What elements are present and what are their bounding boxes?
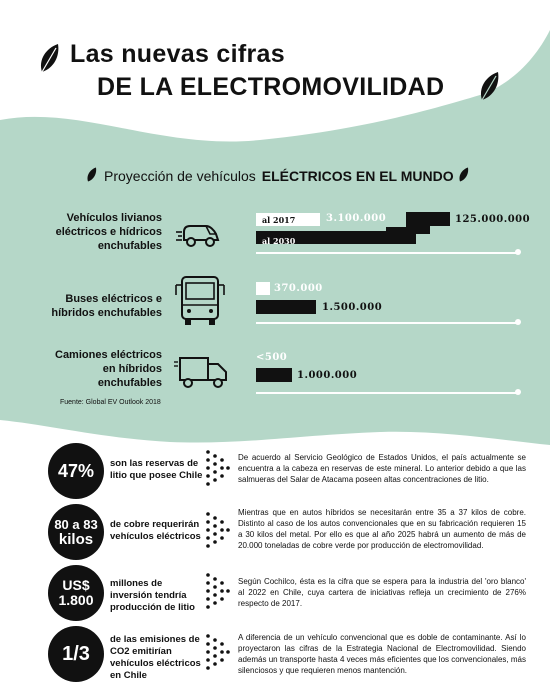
stat-circle bbox=[48, 504, 104, 560]
section-title-bold: ELÉCTRICOS EN EL MUNDO bbox=[261, 168, 454, 184]
axis-end-dot bbox=[515, 389, 521, 395]
leaf-icon bbox=[38, 42, 62, 76]
stat-circle bbox=[48, 565, 104, 621]
leaf-icon bbox=[458, 166, 470, 184]
vehicle-label-cars: Vehículos livianos eléctricos e hídricos enchufables bbox=[55, 212, 162, 252]
axis-end-dot bbox=[515, 319, 521, 325]
stat-big: 47% bbox=[57, 460, 95, 481]
section-title-light: Proyección de vehículos bbox=[104, 168, 256, 184]
leaf-icon bbox=[86, 166, 98, 184]
stat-big: 1/3 bbox=[62, 642, 90, 665]
stat-circle bbox=[48, 443, 104, 499]
value-2017-trucks: <500 bbox=[256, 352, 288, 363]
stat-big-line2: kilos bbox=[58, 531, 94, 548]
page-title-line2: DE LA ELECTROMOVILIDAD bbox=[97, 73, 445, 101]
dots-arrow-icon bbox=[205, 510, 231, 550]
dots-arrow-icon bbox=[205, 571, 231, 611]
value-2030-trucks: 1.000.000 bbox=[297, 370, 358, 381]
stat-description: Mientras que en autos híbridos se necesitarán entre 35 a 37 kilos de cobre. Distinto al caso de los autos convencionales que en su fabricación requieren 15 a 30 kilos del metal. Por ello es que al año 2025 habrá un aumento de más de 20.000 toneladas de cobre verde por producción de electromovilidad. bbox=[238, 508, 526, 550]
car-icon bbox=[176, 220, 220, 250]
stat-big-line1: US$ bbox=[62, 577, 90, 593]
axis-end-dot bbox=[515, 249, 521, 255]
truck-icon bbox=[174, 354, 230, 390]
stat-description: Según Cochilco, ésta es la cifra que se espera para la industria del 'oro blanco' al 2022 en Chile, cuya cartera de iniciativas refleja un crecimiento de 276% respecto de 2017. bbox=[238, 577, 526, 608]
stat-big-line1: 80 a 83 bbox=[54, 517, 98, 532]
stat-label: son las reservas de litio que posee Chile bbox=[110, 458, 203, 481]
bar-2017-buses bbox=[256, 282, 270, 295]
year-2017-label: al 2017 bbox=[262, 215, 296, 225]
value-2030-buses: 1.500.000 bbox=[322, 302, 383, 313]
bus-icon bbox=[172, 273, 228, 329]
stat-label: millones de inversión tendría producción de litio bbox=[110, 578, 195, 613]
axis-line bbox=[256, 392, 518, 394]
leaf-icon bbox=[478, 70, 502, 104]
axis-line bbox=[256, 322, 518, 324]
vehicle-label-trucks: Camiones eléctricos en híbridos enchufables bbox=[55, 349, 162, 389]
stat-big-line2: 1.800 bbox=[58, 592, 94, 608]
stat-description: A diferencia de un vehículo convencional que es doble de contaminante. Así lo proyectaron las cifras de la Estrategia Nacional de Electromovilidad. Siendo además un transporte hasta 4 veces más eficientes que los convencionales, más silenciosos y que requieren menos mantención. bbox=[238, 633, 526, 675]
bar-2030-trucks bbox=[256, 368, 292, 382]
section-title bbox=[104, 168, 484, 184]
vehicle-label-buses: Buses eléctricos e híbridos enchufables bbox=[51, 293, 162, 319]
stat-label: de las emisiones de CO2 emitirían vehículos eléctricos en Chile bbox=[110, 634, 201, 681]
source-note: Fuente: Global EV Outlook 2018 bbox=[60, 399, 161, 406]
dots-arrow-icon bbox=[205, 632, 231, 672]
page-title-line1: Las nuevas cifras bbox=[70, 40, 285, 68]
dots-arrow-icon bbox=[205, 448, 231, 488]
bar-2030-buses bbox=[256, 300, 316, 314]
value-2030-cars: 125.000.000 bbox=[455, 214, 531, 225]
value-2017-cars: 3.100.000 bbox=[326, 213, 387, 224]
stat-description: De acuerdo al Servicio Geológico de Estados Unidos, el país actualmente se encuentra a la cabeza en reservas de este mineral. Lo anterior debido a que las salmueras del Salar de Atacama poseen altas concentraciones de litio. bbox=[238, 453, 526, 484]
value-2017-buses: 370.000 bbox=[274, 283, 323, 294]
stat-label: de cobre requerirán vehículos eléctricos bbox=[110, 519, 201, 542]
year-2030-label: al 2030 bbox=[262, 236, 296, 246]
stat-circle bbox=[48, 626, 104, 682]
axis-line bbox=[256, 252, 518, 254]
